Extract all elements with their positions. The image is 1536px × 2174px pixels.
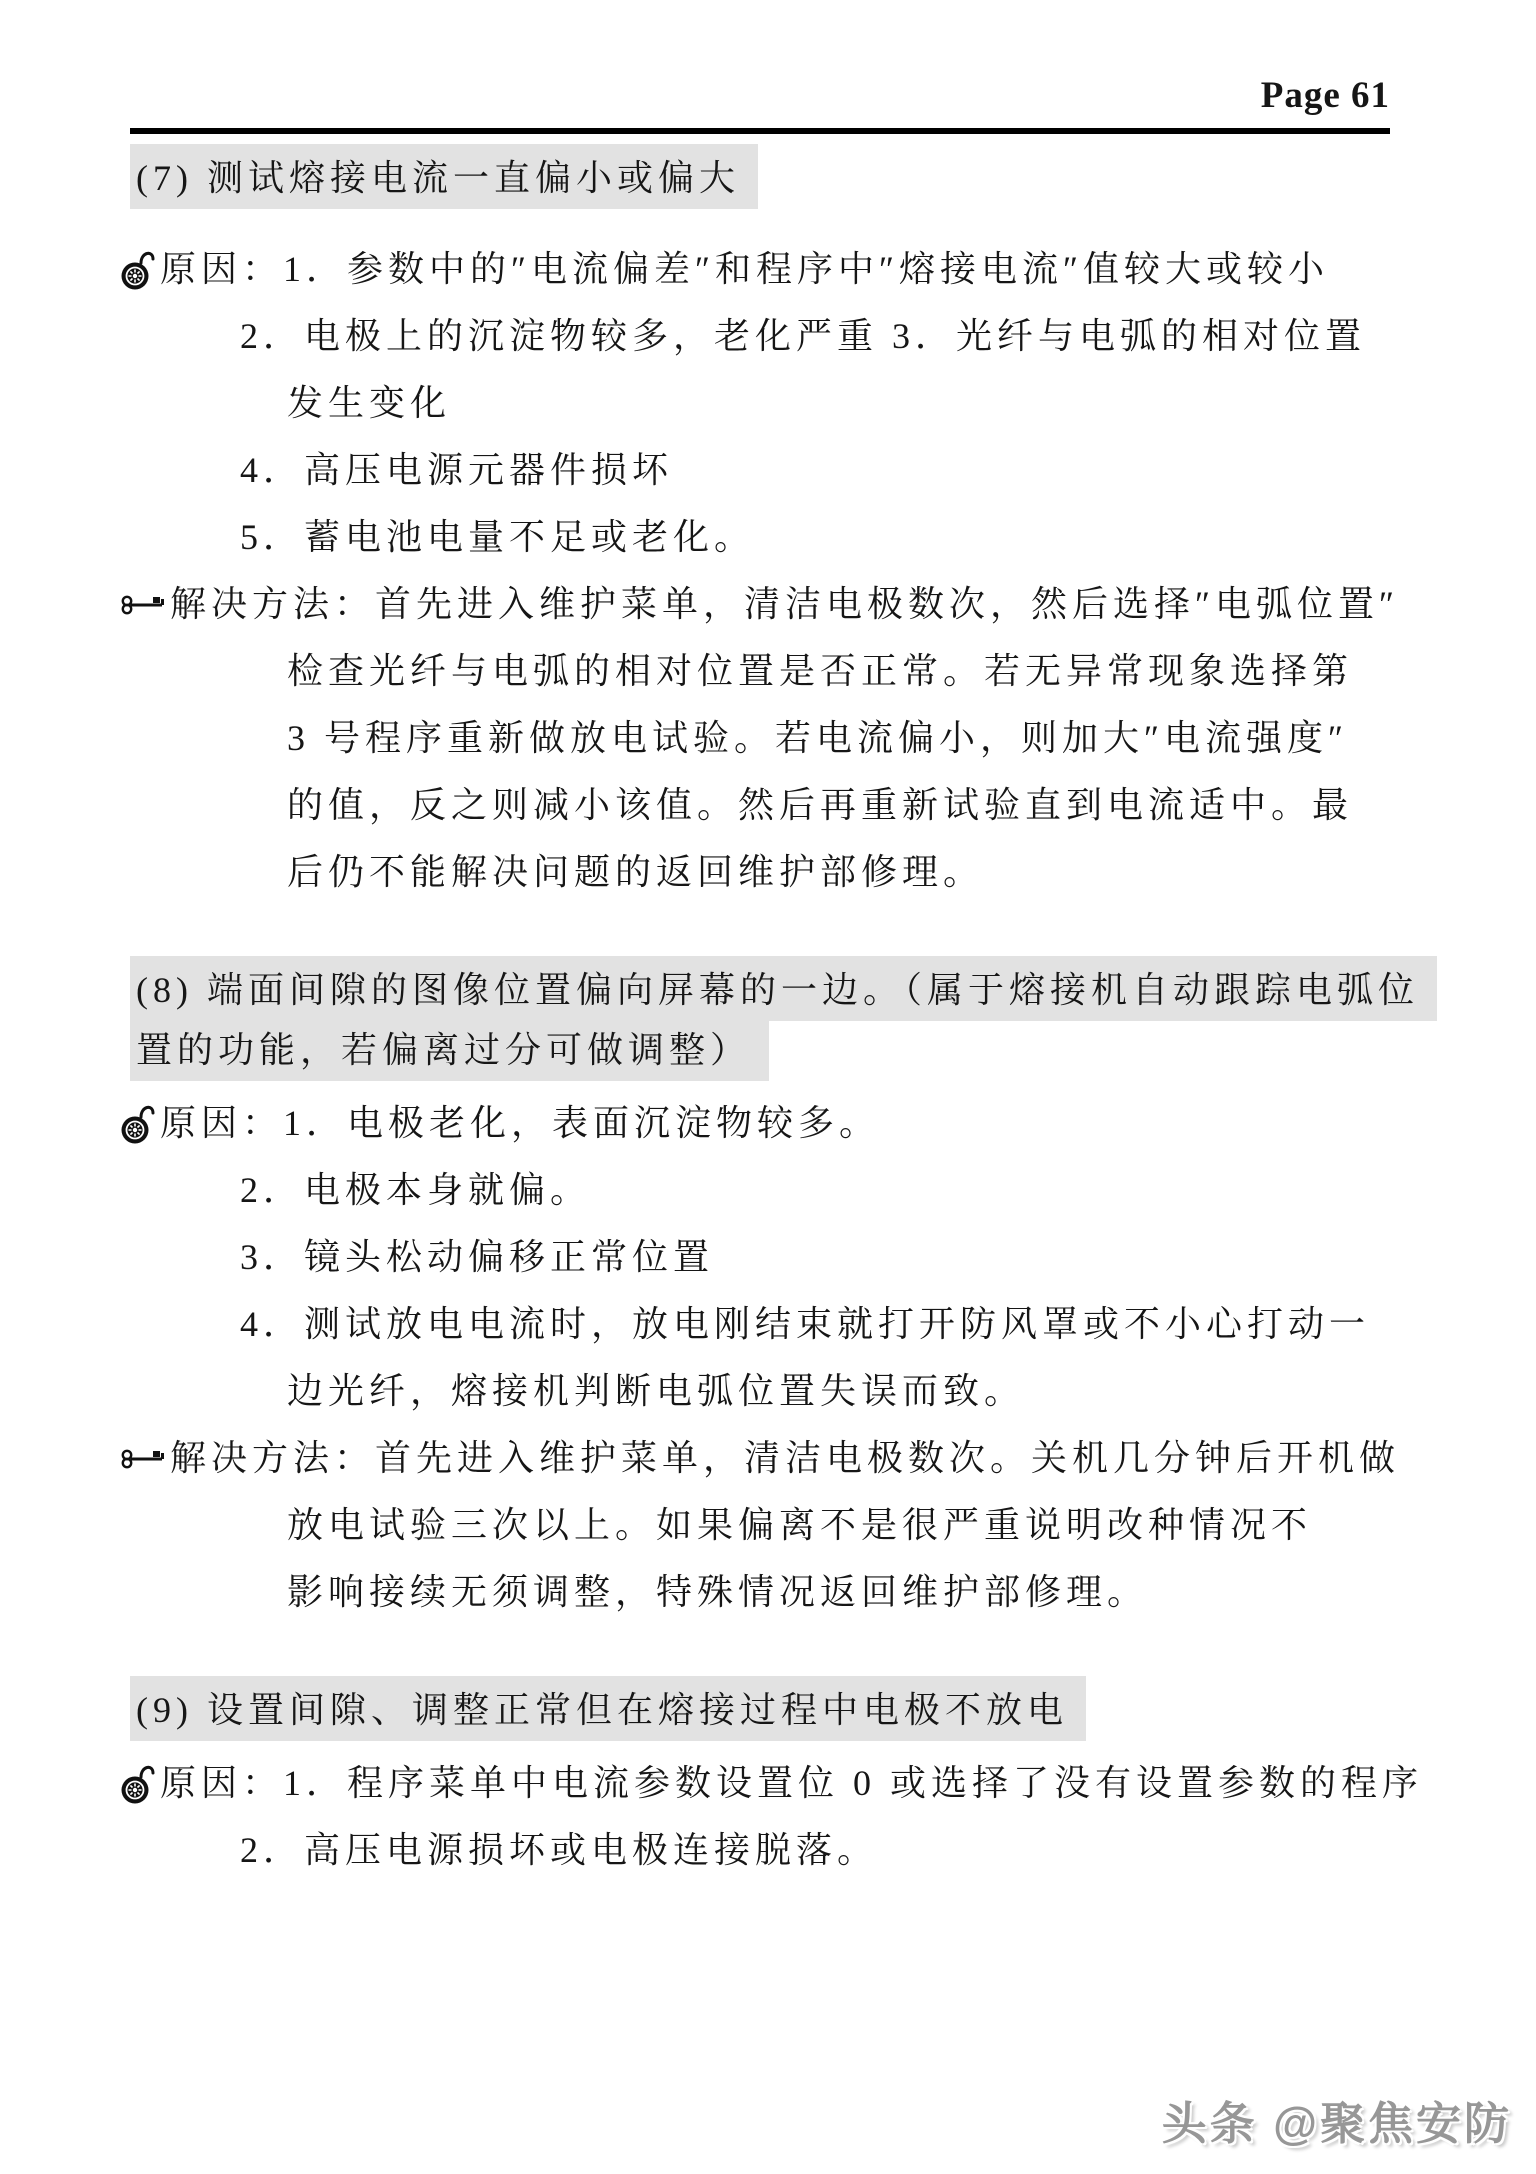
header-rule [130,128,1390,134]
cause-item-line: 2．电极本身就偏。 [240,1170,592,1210]
section-7 [130,146,1400,906]
section-7-heading: (7) 测试熔接电流一直偏小或偏大 [130,144,758,209]
page-number: Page 61 [1260,75,1390,116]
section-7-heading-row [130,146,1390,206]
section-8-heading-line-1: (8) 端面间隙的图像位置偏向屏幕的一边。（属于熔接机自动跟踪电弧位 [130,956,1437,1021]
solution-text: 首先进入维护菜单，清洁电极数次，然后选择″电弧位置″ [375,584,1400,624]
cause-row [130,1090,1390,1157]
cause-text: 1．电极老化，表面沉淀物较多。 [283,1103,881,1143]
cause-label: 原因： [160,1763,284,1803]
solution-text: 首先进入维护菜单，清洁电极数次。关机几分钟后开机做 [375,1438,1401,1478]
cause-item-line: 发生变化 [287,383,452,423]
section-8-heading-row-1 [130,958,1419,1018]
cause-row [130,1750,1424,1817]
cause-item-line: 边光纤，熔接机判断电弧位置失误而致。 [287,1371,1026,1411]
solution-row [130,571,1400,638]
key-icon [120,593,166,617]
cause-item-line: 2．高压电源损坏或电极连接脱落。 [240,1830,879,1870]
solution-line: 3 号程序重新做放电试验。若电流偏小，则加大″电流强度″ [287,718,1348,758]
solution-line: 影响接续无须调整，特殊情况返回维护部修理。 [287,1572,1149,1612]
cause-text: 1．程序菜单中电流参数设置位 0 或选择了没有设置参数的程序 [283,1763,1424,1803]
solution-line: 后仍不能解决问题的返回维护部修理。 [287,852,985,892]
section-8 [130,958,1419,1626]
solution-line: 检查光纤与电弧的相对位置是否正常。若无异常现象选择第 [287,651,1354,691]
solution-line: 的值，反之则减小该值。然后再重新试验直到电流适中。最 [287,785,1354,825]
lock-icon [120,1101,156,1147]
page-header [130,0,1390,118]
cause-text: 1．参数中的″电流偏差″和程序中″熔接电流″值较大或较小 [283,249,1329,289]
solution-label: 解决方法： [170,1438,376,1478]
section-8-heading-row-2 [130,1018,1390,1078]
cause-item-line: 3．镜头松动偏移正常位置 [240,1237,715,1277]
solution-row [130,1425,1401,1492]
key-icon [120,1447,166,1471]
cause-item-line: 5．蓄电池电量不足或老化。 [240,517,756,557]
section-9 [130,1678,1424,1884]
section-9-heading-row [130,1678,1390,1738]
cause-item-line: 4．测试放电电流时，放电刚结束就打开防风罩或不小心打动一 [240,1304,1371,1344]
cause-label: 原因： [160,249,284,289]
solution-line: 放电试验三次以上。如果偏离不是很严重说明改种情况不 [287,1505,1313,1545]
section-8-heading-line-2: 置的功能，若偏离过分可做调整） [130,1016,769,1081]
lock-icon [120,247,156,293]
solution-label: 解决方法： [170,584,376,624]
cause-item-line: 4．高压电源元器件损坏 [240,450,674,490]
cause-item-line: 2．电极上的沉淀物较多，老化严重 3．光纤与电弧的相对位置 [240,316,1367,356]
cause-label: 原因： [160,1103,284,1143]
cause-row [130,236,1390,303]
watermark: 头条 @聚焦安防 [1161,2098,1512,2149]
section-9-heading: (9) 设置间隙、调整正常但在熔接过程中电极不放电 [130,1676,1086,1741]
lock-icon [120,1761,156,1807]
